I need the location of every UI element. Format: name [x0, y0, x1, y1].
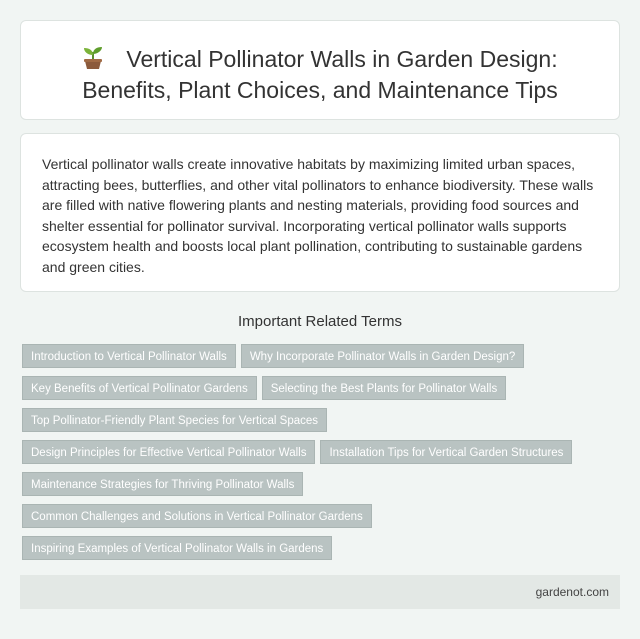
related-term-tag[interactable]: Key Benefits of Vertical Pollinator Gardens — [22, 376, 257, 400]
related-term-tag[interactable]: Selecting the Best Plants for Pollinator Walls — [262, 376, 507, 400]
related-term-tag[interactable]: Why Incorporate Pollinator Walls in Garden Design? — [241, 344, 524, 368]
related-term-tag[interactable]: Introduction to Vertical Pollinator Walls — [22, 344, 236, 368]
intro-text: Vertical pollinator walls create innovative habitats by maximizing limited urban spaces, attracting bees, butterflies, and other vital pollinators to enhance biodiversity. These walls are filled with native flowering plants and nesting materials, providing food sources and shelter essential for pollinator survival. Incorporating vertical pollinator walls supports ecosystem health and boosts local plant pollination, contributing to sustainable gardens and green cities. — [42, 156, 594, 275]
related-term-tag[interactable]: Design Principles for Effective Vertical Pollinator Walls — [22, 440, 315, 464]
footer-site-link[interactable]: gardenot.com — [535, 585, 609, 599]
title-card — [20, 20, 620, 120]
related-term-tag[interactable]: Inspiring Examples of Vertical Pollinator Walls in Gardens — [22, 536, 332, 560]
related-term-tag[interactable]: Installation Tips for Vertical Garden Structures — [320, 440, 572, 464]
page-title — [21, 44, 619, 106]
page-title-text: Vertical Pollinator Walls in Garden Design: Benefits, Plant Choices, and Maintenance Tips — [82, 46, 558, 103]
related-terms-heading: Important Related Terms — [238, 313, 402, 330]
sprout-icon — [82, 46, 104, 70]
related-term-tag[interactable]: Common Challenges and Solutions in Vertical Pollinator Gardens — [22, 504, 372, 528]
related-term-tag[interactable]: Maintenance Strategies for Thriving Pollinator Walls — [22, 472, 303, 496]
related-term-tag[interactable]: Top Pollinator-Friendly Plant Species for Vertical Spaces — [22, 408, 327, 432]
footer — [20, 575, 620, 609]
related-terms-list — [22, 344, 622, 568]
intro-card — [20, 133, 620, 292]
